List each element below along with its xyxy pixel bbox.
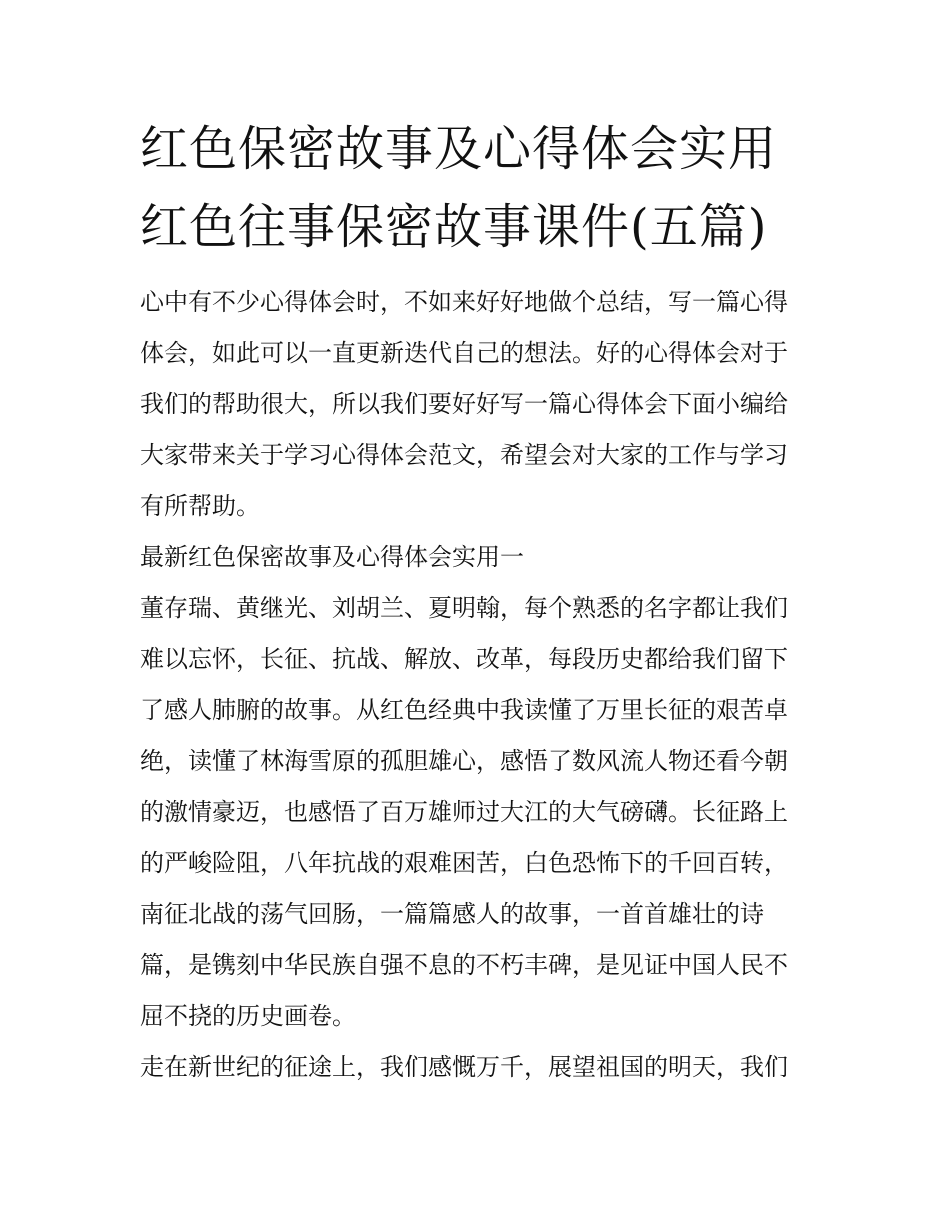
text-line: 心中有不少心得体会时，不如来好好地做个总结，写一篇心得 <box>140 288 788 316</box>
title-line: 红色往事保密故事课件(五篇) <box>140 199 768 255</box>
intro-paragraph <box>140 277 815 532</box>
text-line: 绝，读懂了林海雪原的孤胆雄心，感悟了数风流人物还看今朝 <box>140 747 788 775</box>
text-line: 的严峻险阻，八年抗战的艰难困苦，白色恐怖下的千回百转， <box>140 849 788 877</box>
story-paragraph <box>140 583 815 1042</box>
text-line: 董存瑞、黄继光、刘胡兰、夏明翰，每个熟悉的名字都让我们 <box>140 594 788 622</box>
title-line: 红色保密故事及心得体会实用 <box>140 121 778 177</box>
closing-paragraph <box>140 1042 815 1093</box>
document-body <box>140 277 815 1093</box>
text-line: 走在新世纪的征途上，我们感慨万千，展望祖国的明天，我们 <box>140 1053 788 1081</box>
text-line: 体会，如此可以一直更新迭代自己的想法。好的心得体会对于 <box>140 339 788 367</box>
text-line: 了感人肺腑的故事。从红色经典中我读懂了万里长征的艰苦卓 <box>140 696 788 724</box>
text-line: 难以忘怀，长征、抗战、解放、改革，每段历史都给我们留下 <box>140 645 788 673</box>
text-line: 篇，是镌刻中华民族自强不息的不朽丰碑，是见证中国人民不 <box>140 951 788 979</box>
text-line: 屈不挠的历史画卷。 <box>140 1002 356 1030</box>
text-line: 我们的帮助很大，所以我们要好好写一篇心得体会下面小编给 <box>140 390 788 418</box>
section-heading: 最新红色保密故事及心得体会实用一 <box>140 543 524 571</box>
text-line: 南征北战的荡气回肠，一篇篇感人的故事，一首首雄壮的诗 <box>140 900 764 928</box>
text-line: 大家带来关于学习心得体会范文，希望会对大家的工作与学习 <box>140 441 788 469</box>
text-line: 的激情豪迈，也感悟了百万雄师过大江的大气磅礴。长征路上 <box>140 798 788 826</box>
document-title <box>140 110 820 266</box>
text-line: 有所帮助。 <box>140 492 260 520</box>
